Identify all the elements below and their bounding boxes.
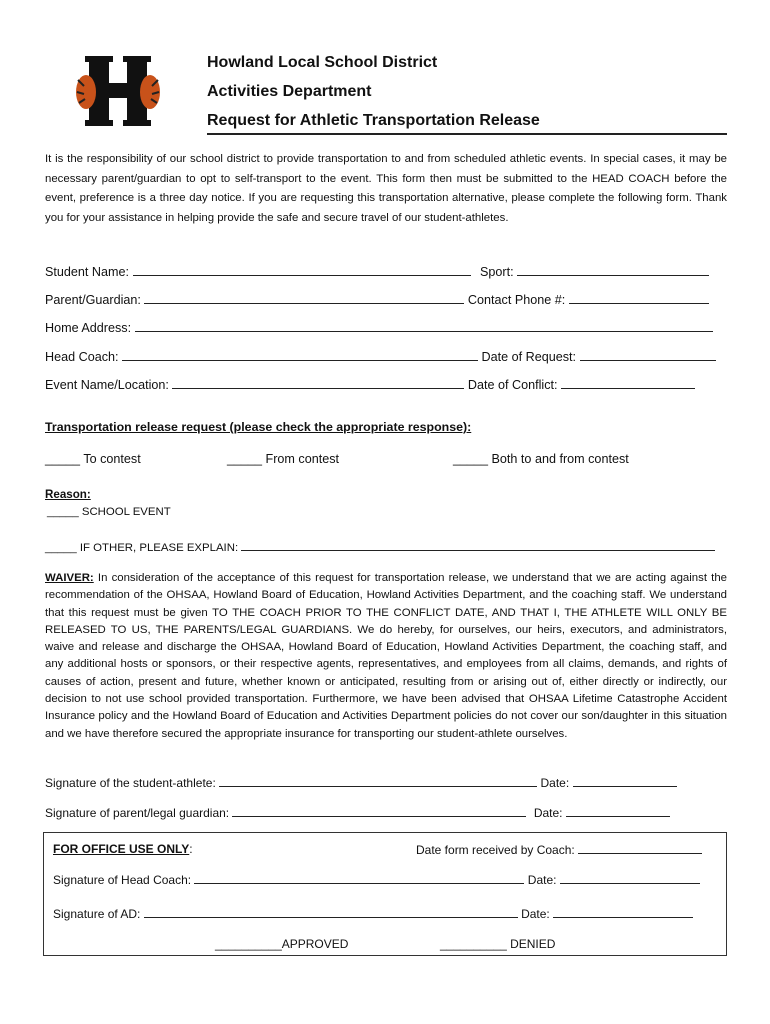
reason-school-event[interactable] (47, 506, 171, 518)
date-of-conflict-label: Date of Conflict: (467, 378, 558, 392)
release-section-title: Transportation release request (please check the appropriate response): (45, 420, 472, 434)
option-blank: _____ (227, 452, 263, 466)
date-of-request-field[interactable] (580, 349, 716, 361)
option-blank: _____ (453, 452, 489, 466)
sport-field[interactable] (517, 264, 709, 276)
reason-blank: _____ (47, 506, 79, 518)
address-row (45, 320, 713, 335)
denied-blank: __________ (440, 937, 507, 951)
head-coach-field[interactable] (122, 349, 478, 361)
waiver-paragraph (45, 570, 727, 743)
ad-signature-label: Signature of AD: (53, 907, 141, 921)
other-explain-field[interactable] (241, 540, 715, 551)
date-received-label: Date form received by Coach: (416, 843, 575, 857)
reason-label: Reason: (45, 488, 91, 501)
office-use-box (43, 832, 727, 956)
office-use-title: FOR OFFICE USE ONLY (53, 842, 190, 856)
district-name: Howland Local School District (207, 54, 438, 71)
waiver-label: WAIVER: (45, 572, 94, 584)
office-title-row (53, 842, 193, 856)
head-coach-signature-label: Signature of Head Coach: (53, 873, 192, 887)
intro-paragraph: It is the responsibility of our school district to provide transportation to and from scheduled athletic events. In special cases, it may be necessary parent/guardian to opt to self-transport to the event. This form then must be submitted to the HEAD COACH before the event, preference is a three day notice. If you are requesting this transportation alternative, please complete the following form. Thank you for your assistance in helping provide the safe and secure travel of our student-athletes. (45, 153, 727, 224)
date-label: Date: (521, 907, 550, 921)
student-name-row (45, 264, 709, 279)
head-coach-signature-field[interactable] (194, 872, 524, 884)
athlete-signature-label: Signature of the student-athlete: (45, 776, 216, 790)
header-rule (207, 133, 727, 135)
contact-phone-label: Contact Phone #: (467, 293, 566, 307)
event-location-field[interactable] (172, 377, 464, 389)
denied-option[interactable] (440, 937, 555, 951)
option-label: To contest (83, 452, 141, 466)
date-label: Date: (540, 776, 570, 790)
athlete-signature-field[interactable] (219, 775, 537, 787)
denied-label: DENIED (510, 937, 556, 951)
contact-phone-field[interactable] (569, 292, 709, 304)
approved-option[interactable] (215, 937, 348, 951)
parent-signature-row (45, 805, 670, 820)
date-received-row (416, 842, 702, 857)
form-title: Request for Athletic Transportation Release (207, 112, 540, 129)
option-from-contest[interactable] (227, 452, 339, 466)
reason-other (45, 540, 715, 554)
date-received-field[interactable] (578, 842, 702, 854)
date-of-request-label: Date of Request: (481, 350, 577, 364)
department-name: Activities Department (207, 83, 372, 100)
coach-row (45, 349, 716, 364)
parent-field[interactable] (144, 292, 464, 304)
other-label: IF OTHER, PLEASE EXPLAIN: (79, 542, 239, 554)
ad-signature-field[interactable] (144, 906, 518, 918)
office-title-colon: : (189, 842, 193, 856)
parent-date-field[interactable] (566, 805, 670, 817)
parent-label: Parent/Guardian: (45, 293, 141, 307)
option-to-contest[interactable] (45, 452, 141, 466)
head-coach-label: Head Coach: (45, 350, 119, 364)
home-address-field[interactable] (135, 320, 713, 332)
date-label: Date: (533, 806, 563, 820)
approved-blank: __________ (215, 937, 282, 951)
school-event-label: SCHOOL EVENT (81, 506, 171, 518)
event-location-label: Event Name/Location: (45, 378, 169, 392)
waiver-text: In consideration of the acceptance of this request for transportation release, we understand that we are acting against the recommendation of the OHSAA, Howland Board of Education, Howland Activities Department, and the coaching staff. We understand that this request must be given TO THE COACH PRIOR TO THE CONFLICT DATE, AND THAT I, THE ATHLETE WILL ONLY BE RELEASED TO US, THE PARENTS/LEGAL GUARDIANS. We do hereby, for ourselves, our heirs, executors, and administrators, waive and release and discharge the OHSAA, Howland Board of Education, Howland Activities Department, the coaching staff, and any additional hosts or sponsors, or their respective agents, representatives, and employees from all claims, demands, and rights of causes of action, present and future, whether known or anticipated, resulting from or arising out of, either directly or indirectly, our decision to not use school provided transportation. Furthermore, we have been advised that OHSAA Lifetime Catastrophe Accident Insurance policy and the Howland Board of Education and Activities Department policies do not cover our son/daughter in this situation and we have therefore secured the appropriate insurance for transporting our student-athlete ourselves. (45, 572, 727, 740)
option-label: Both to and from contest (491, 452, 629, 466)
option-blank: _____ (45, 452, 81, 466)
parent-signature-label: Signature of parent/legal guardian: (45, 806, 230, 820)
home-address-label: Home Address: (45, 321, 132, 335)
ad-date-field[interactable] (553, 906, 693, 918)
event-row (45, 377, 695, 392)
date-label: Date: (527, 873, 557, 887)
student-name-label: Student Name: (45, 265, 130, 279)
athlete-date-field[interactable] (573, 775, 677, 787)
parent-row (45, 292, 709, 307)
option-both[interactable] (453, 452, 629, 466)
school-logo (72, 52, 164, 130)
sport-label: Sport: (480, 265, 514, 279)
option-label: From contest (265, 452, 340, 466)
reason-blank: _____ (45, 542, 77, 554)
ad-signature-row (53, 906, 693, 921)
athlete-signature-row (45, 775, 677, 790)
date-of-conflict-field[interactable] (561, 377, 695, 389)
approved-label: APPROVED (281, 937, 349, 951)
parent-signature-field[interactable] (232, 805, 526, 817)
head-coach-date-field[interactable] (560, 872, 700, 884)
head-coach-signature-row (53, 872, 700, 887)
form-header (207, 48, 540, 135)
student-name-field[interactable] (133, 264, 471, 276)
